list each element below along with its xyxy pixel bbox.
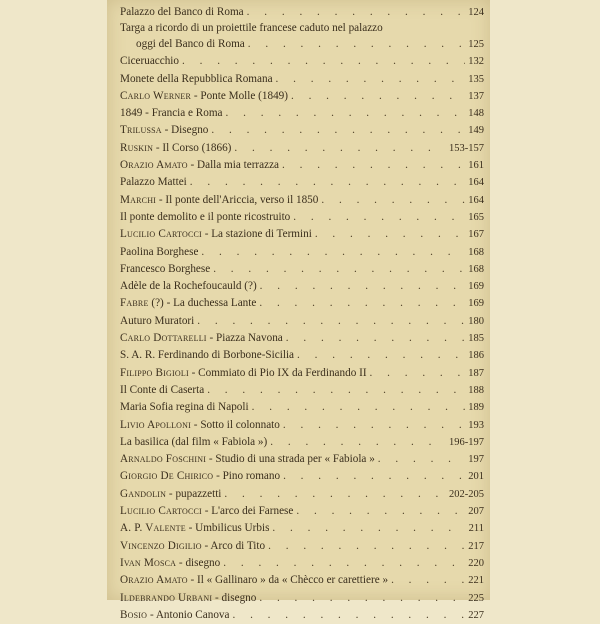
entry-title-text: - Umbilicus Urbis (185, 522, 270, 535)
leader-dots (315, 226, 465, 243)
entry-title (120, 226, 312, 243)
entry-title (120, 503, 293, 520)
entry-title-text: Palazzo del Banco di Roma (120, 6, 244, 18)
entry-title (120, 88, 288, 105)
leader-dots (248, 36, 465, 53)
leader-dots (297, 347, 465, 364)
toc-entry (120, 140, 484, 157)
toc-entry (120, 105, 484, 122)
leader-dots (234, 140, 446, 157)
entry-title-text: (?) - La duchessa Lante (148, 297, 257, 310)
artist-name: Arnaldo Foschini (120, 453, 207, 466)
page-number: 221 (468, 575, 484, 587)
artist-name: Ivan Mosca (120, 556, 177, 569)
entry-title-text: La basilica (dal film « Fabiola ») (120, 435, 268, 448)
leader-dots (378, 451, 465, 468)
artist-name: Gandolin (120, 487, 167, 500)
entry-title (120, 157, 279, 174)
entry-title-text: Francesco Borghese (120, 262, 211, 275)
leader-dots (259, 295, 465, 312)
page-number: 225 (468, 592, 484, 604)
page-number: 211 (468, 523, 484, 535)
page-number: 168 (468, 246, 484, 258)
entry-title-text: - L'arco dei Farnese (201, 505, 294, 518)
toc-entry (120, 382, 484, 399)
entry-title-text: - Sotto il colonnato (191, 418, 280, 431)
page-number: 227 (468, 609, 484, 621)
entry-title (120, 140, 231, 157)
page-number: 148 (468, 108, 484, 120)
leader-dots (391, 572, 465, 589)
toc-entry (120, 174, 484, 191)
entry-title-text: Il ponte demolito e il ponte ricostruito (120, 210, 291, 223)
entry-title-text: - Studio di una strada per « Fabiola » (206, 453, 375, 466)
toc-entry (120, 520, 484, 537)
page-number: 188 (468, 384, 484, 396)
toc-entry (120, 486, 484, 503)
toc-entry (120, 4, 484, 21)
toc-entry (120, 192, 484, 209)
entry-title (120, 261, 210, 278)
leader-dots (211, 122, 465, 139)
leader-dots (296, 503, 465, 520)
leader-dots (321, 192, 465, 209)
page-number: 137 (468, 90, 484, 102)
entry-title (120, 607, 229, 624)
entry-title-text: - Disegno (161, 124, 209, 137)
entry-title (120, 434, 267, 451)
leader-dots (247, 4, 466, 21)
toc-entry (120, 451, 484, 468)
entry-title (120, 71, 273, 88)
entry-title-text: Maria Sofia regina di Napoli (120, 401, 249, 414)
entry-title (120, 451, 375, 468)
leader-dots (293, 209, 465, 226)
entry-title (120, 347, 294, 364)
entry-title-text: - Il ponte dell'Ariccia, verso il 1850 (156, 193, 319, 206)
entry-title-text: Il Conte di Caserta (120, 383, 205, 396)
leader-dots (270, 434, 446, 451)
entry-title-text: - Commiato di Pio IX da Ferdinando II (188, 366, 367, 379)
toc-entry (120, 21, 484, 53)
leader-dots (276, 71, 466, 88)
artist-name: A. P. Valente (120, 522, 186, 535)
entry-title-text: 1849 - Francia e Roma (120, 107, 223, 120)
entry-title (120, 520, 269, 537)
entry-title-text: - Ponte Molle (1849) (191, 89, 288, 102)
toc-entry (120, 88, 484, 105)
entry-title-text: Targa a ricordo di un proiettile francese caduto nel palazzo (120, 22, 383, 35)
page-number: 186 (468, 350, 484, 362)
entry-title-text: - Il Corso (1866) (153, 141, 232, 154)
leader-dots (190, 174, 465, 191)
toc-entry (120, 607, 484, 624)
artist-name: Fabre (120, 297, 149, 310)
artist-name: Trilussa (120, 124, 162, 137)
page-number: 169 (468, 281, 484, 293)
page-number: 164 (468, 194, 484, 206)
leader-dots (268, 538, 465, 555)
toc-entry (120, 71, 484, 88)
entry-title (120, 572, 388, 589)
leader-dots (226, 105, 466, 122)
toc-entry (120, 295, 484, 312)
entry-title (120, 417, 280, 434)
toc-entry (120, 399, 484, 416)
toc-entry (120, 226, 484, 243)
toc-entry (120, 157, 484, 174)
artist-name: Orazio Amato (120, 574, 188, 587)
page-number: 196-197 (449, 436, 484, 448)
artist-name: Lucilio Cartocci (120, 505, 202, 518)
leader-dots (260, 278, 466, 295)
page-number: 124 (468, 7, 484, 18)
toc-entry (120, 555, 484, 572)
toc-entry (120, 53, 484, 70)
entry-title (120, 295, 256, 312)
entry-title (120, 122, 208, 139)
page-number: 189 (468, 402, 484, 414)
leader-dots (291, 88, 465, 105)
page-number: 220 (468, 557, 484, 569)
page-number: 169 (468, 298, 484, 310)
page-number: 185 (468, 333, 484, 345)
entry-title-text: - Dalla mia terrazza (187, 159, 280, 172)
entry-title (120, 53, 179, 70)
toc-entry (120, 261, 484, 278)
page-number: 197 (468, 454, 484, 466)
entry-title (120, 244, 198, 261)
leader-dots (201, 244, 465, 261)
entry-title (120, 192, 318, 209)
entry-title-text: Monete della Repubblica Romana (120, 72, 273, 85)
artist-name: Marchi (120, 193, 157, 206)
toc-entry (120, 209, 484, 226)
toc-entry (120, 365, 484, 382)
toc-entry (120, 244, 484, 261)
toc-entry (120, 572, 484, 589)
page-number: 164 (468, 177, 484, 189)
leader-dots (370, 365, 466, 382)
artist-name: Giorgio De Chirico (120, 470, 214, 483)
leader-dots (197, 313, 465, 330)
entry-title-text: - La stazione di Termini (201, 228, 312, 241)
entry-title (120, 209, 290, 226)
entry-title-text: - Piazza Navona (206, 332, 283, 345)
entry-title (136, 36, 245, 53)
entry-title-text: - Il « Gallinaro » da « Chècco er carettiere » (187, 574, 389, 587)
artist-name: Carlo Dottarelli (120, 332, 207, 345)
leader-dots (207, 382, 465, 399)
toc-entry (120, 468, 484, 485)
table-of-contents (120, 4, 484, 624)
entry-title (120, 22, 383, 34)
entry-title (120, 174, 187, 191)
toc-entry (120, 503, 484, 520)
page-number: 207 (468, 506, 484, 518)
entry-title-text: oggi del Banco di Roma (136, 38, 245, 51)
toc-entry (120, 313, 484, 330)
entry-title (120, 486, 221, 503)
leader-dots (182, 53, 465, 70)
artist-name: Ruskin (120, 141, 154, 154)
leader-dots (282, 157, 465, 174)
artist-name: Bosio (120, 608, 148, 621)
entry-title-text: Palazzo Mattei (120, 176, 187, 189)
artist-name: Ildebrando Urbani (120, 591, 213, 604)
leader-dots (272, 520, 465, 537)
entry-title-text: Paolina Borghese (120, 245, 199, 258)
page-number: 167 (468, 229, 484, 241)
entry-title-text: Ciceruacchio (120, 55, 180, 68)
entry-title-text: S. A. R. Ferdinando di Borbone-Sicilia (120, 349, 295, 362)
leader-dots (283, 417, 465, 434)
toc-entry (120, 122, 484, 139)
leader-dots (252, 399, 466, 416)
entry-title-text: - disegno (212, 591, 257, 604)
toc-entry (120, 330, 484, 347)
entry-title-text: - Pino romano (213, 470, 281, 483)
leader-dots (213, 261, 465, 278)
toc-entry (120, 434, 484, 451)
page-number: 153-157 (449, 142, 484, 154)
entry-title-text: - Antonio Canova (147, 608, 230, 621)
page-number: 201 (468, 471, 484, 483)
entry-title (120, 313, 194, 330)
entry-title (120, 278, 257, 295)
toc-entry (120, 538, 484, 555)
entry-title (120, 468, 280, 485)
entry-title (120, 555, 220, 572)
leader-dots (232, 607, 465, 624)
artist-name: Filippo Bigioli (120, 366, 189, 379)
entry-title (120, 4, 244, 21)
entry-title (120, 538, 265, 555)
entry-title (120, 590, 256, 607)
page-number: 193 (468, 419, 484, 431)
page-number: 217 (468, 540, 484, 552)
entry-title (120, 365, 367, 382)
page-number: 132 (468, 56, 484, 68)
entry-title-text: - Arco di Tito (201, 539, 266, 552)
toc-entry (120, 278, 484, 295)
page-number: 202-205 (449, 488, 484, 500)
leader-dots (283, 468, 465, 485)
page-number: 149 (468, 125, 484, 137)
leader-dots (224, 486, 446, 503)
leader-dots (223, 555, 465, 572)
artist-name: Orazio Amato (120, 159, 188, 172)
toc-entry (120, 347, 484, 364)
entry-title (120, 330, 283, 347)
page-number: 135 (468, 73, 484, 85)
page-number: 168 (468, 263, 484, 275)
entry-title-text: - pupazzetti (166, 487, 222, 500)
entry-title (120, 105, 223, 122)
page-number: 125 (468, 39, 484, 51)
page-number: 165 (468, 211, 484, 223)
artist-name: Livio Apolloni (120, 418, 191, 431)
leader-dots (286, 330, 465, 347)
entry-title-text: Auturo Muratori (120, 314, 195, 327)
artist-name: Carlo Werner (120, 89, 192, 102)
leader-dots (259, 590, 465, 607)
entry-title-text: - disegno (176, 556, 221, 569)
page-number: 161 (468, 160, 484, 172)
artist-name: Vincenzo Digilio (120, 539, 202, 552)
entry-title (120, 382, 204, 399)
toc-entry (120, 590, 484, 607)
toc-entry (120, 417, 484, 434)
entry-title-text: Adèle de la Rochefoucauld (?) (120, 280, 257, 293)
entry-title (120, 399, 249, 416)
artist-name: Lucilio Cartocci (120, 228, 202, 241)
page-number: 180 (468, 315, 484, 327)
page-number: 187 (468, 367, 484, 379)
